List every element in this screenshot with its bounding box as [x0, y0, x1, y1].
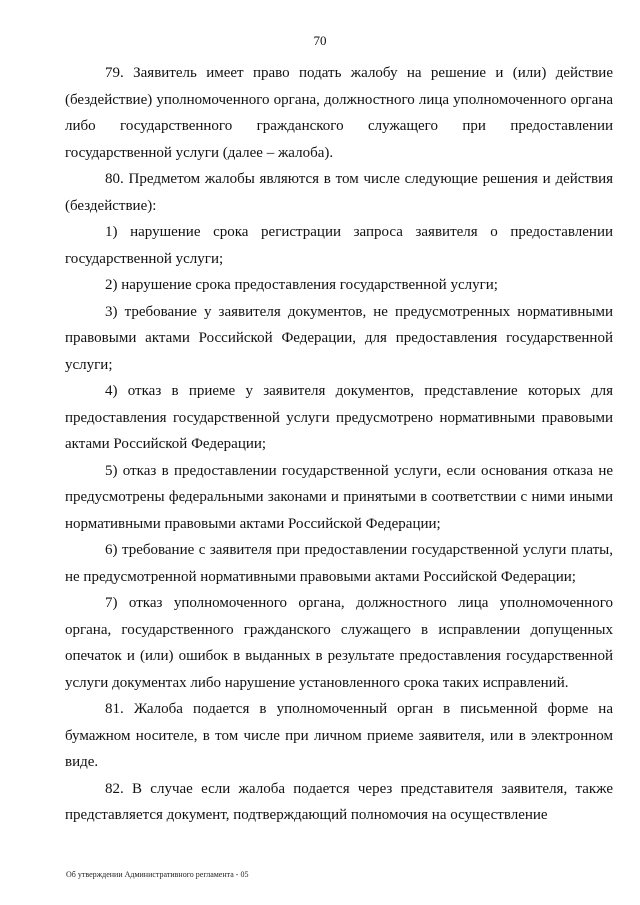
- document-body: [65, 60, 613, 829]
- list-item-7: 7) отказ уполномоченного органа, должностного лица уполномоченного органа, государственного гражданского служащего в исправлении допущенных опечаток и (или) ошибок в выданных в результате предоставления государственной услуги документах либо нарушение установленного срока таких исправлений.: [65, 595, 613, 691]
- list-item-6: 6) требование с заявителя при предоставлении государственной услуги платы, не предусмотренной нормативными правовыми актами Российской Федерации;: [65, 542, 613, 585]
- list-item-5: 5) отказ в предоставлении государственной услуги, если основания отказа не предусмотрены федеральными законами и принятыми в соответствии с ними иными нормативными правовыми актами Российской Федерации;: [65, 462, 613, 532]
- paragraph-81: 81. Жалоба подается в уполномоченный орган в письменной форме на бумажном носителе, в том числе при личном приеме заявителя, или в электронном виде.: [65, 701, 613, 770]
- list-item-4: 4) отказ в приеме у заявителя документов, представление которых для предоставления государственной услуги предусмотрено нормативными правовыми актами Российской Федерации;: [65, 383, 613, 452]
- list-item-2: 2) нарушение срока предоставления государственной услуги;: [105, 277, 498, 293]
- page-number: 70: [313, 33, 327, 48]
- paragraph-80: 80. Предметом жалобы являются в том числе следующие решения и действия (бездействие):: [65, 171, 613, 214]
- list-item-1: 1) нарушение срока регистрации запроса заявителя о предоставлении государственной услуги;: [65, 224, 613, 267]
- page-footer: Об утверждении Административного регламента - 05: [66, 870, 249, 879]
- paragraph-79: 79. Заявитель имеет право подать жалобу на решение и (или) действие (бездействие) уполномоченного органа, должностного лица уполномоченного органа либо государственного гражданского служащего при предоставлении государственной услуги (далее – жалоба).: [65, 65, 613, 161]
- paragraph-82: 82. В случае если жалоба подается через представителя заявителя, также представляется документ, подтверждающий полномочия на осуществление: [65, 780, 613, 823]
- list-item-3: 3) требование у заявителя документов, не предусмотренных нормативными правовыми актами Российской Федерации, для предоставления государственной услуги;: [65, 303, 613, 373]
